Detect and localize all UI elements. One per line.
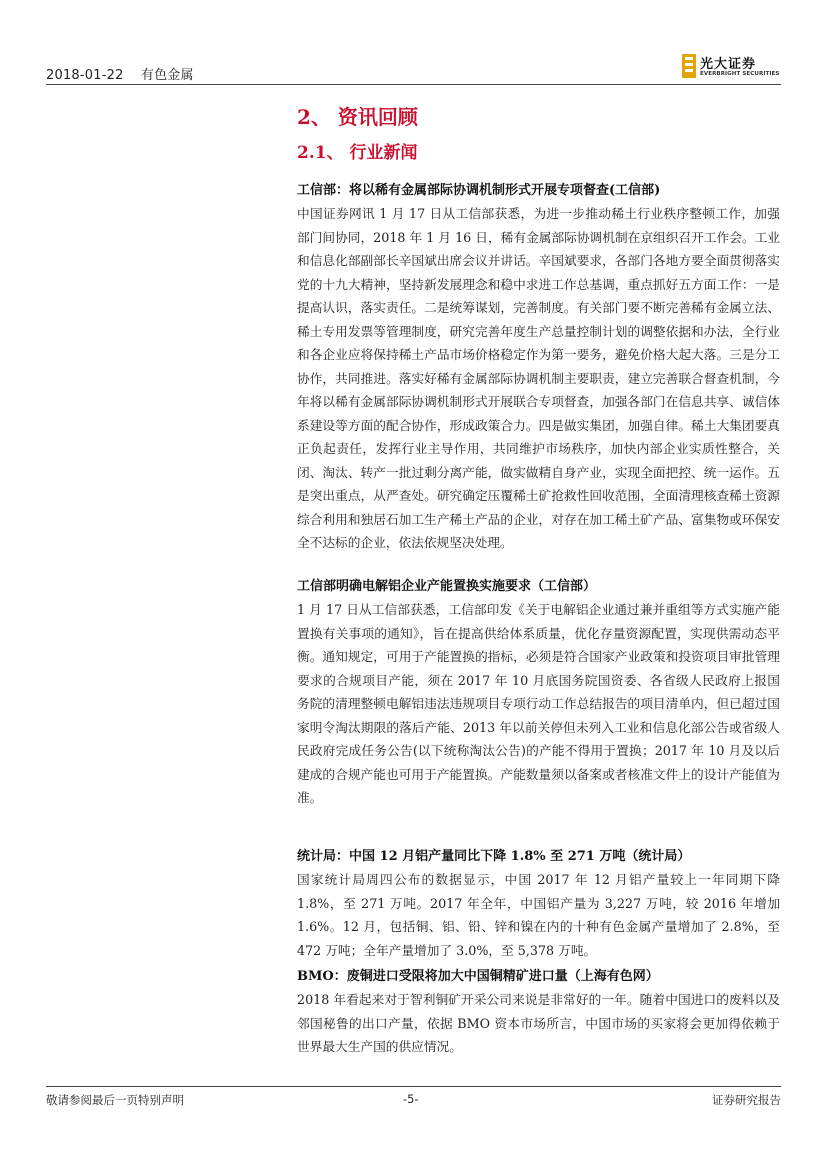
news-title: 工信部明确电解铝企业产能置换实施要求（工信部） bbox=[297, 579, 597, 594]
footer-report-type: 证券研究报告 bbox=[712, 1093, 781, 1107]
news-item bbox=[297, 180, 780, 555]
section-title: 2、 资讯回顾 bbox=[297, 105, 418, 129]
news-body: 2018 年看起来对于智利铜矿开采公司来说是非常好的一年。随着中国进口的废料以及邻国秘鲁的出口产量，依据 BMO 资本市场所言，中国市场的买家将会更加得依赖于世界最大生产国的供应情况。 bbox=[297, 992, 780, 1054]
company-logo bbox=[682, 52, 782, 84]
news-body: 中国证券网讯 1 月 17 日从工信部获悉，为进一步推动稀土行业秩序整顿工作，加强部门间协同，2018 年 1 月 16 日，稀有金属部际协调机制在京组织召开工作会。工业和信息化部副部长辛国斌出席会议并讲话。辛国斌要求，各部门各地方要全面贯彻落实党的十九大精神，坚持新发展理念和稳中求进工作总基调，重点抓好五方面工作：一是提高认识，落实责任。二是统筹谋划，完善制度。有关部门要不断完善稀有金属立法、稀土专用发票等管理制度，研究完善年度生产总量控制计划的调整依据和办法，全行业和各企业应将保持稀土产品市场价格稳定作为第一要务，避免价格大起大落。三是分工协作，共同推进。落实好稀有金属部际协调机制主要职责，建立完善联合督查机制，今年将以稀有金属部际协调机制形式开展联合专项督查，加强各部门在信息共享、诚信体系建设等方面的配合协作，形成政策合力。四是做实集团，加强自律。稀土大集团要真正负起责任，发挥行业主导作用，共同维护市场秩序，加快内部企业实质性整合，关闭、淘汰、转产一批过剩分离产能，做实做精自身产业，实现全面把控、统一运作。五是突出重点，从严查处。研究确定压覆稀土矿抢救性回收范围，全面清理核查稀土资源综合利用和独居石加工生产稀土产品的企业，对存在加工稀土矿产品、富集物或环保安全不达标的企业，依法依规坚决处理。 bbox=[297, 206, 780, 550]
logo-mark-icon bbox=[682, 54, 696, 78]
section-heading-block bbox=[297, 100, 780, 168]
footer-divider bbox=[46, 1086, 781, 1087]
news-title: 工信部：将以稀有金属部际协调机制形式开展专项督查(工信部) bbox=[297, 183, 661, 198]
footer-disclaimer: 敬请参阅最后一页特别声明 bbox=[46, 1093, 184, 1107]
logo-en-text: EVERBRIGHT SECURITIES bbox=[700, 71, 780, 77]
news-body: 国家统计局周四公布的数据显示，中国 2017 年 12 月铝产量较上一年同期下降 1.8%，至 271 万吨。2017 年全年，中国铝产量为 3,227 万吨，较 2016 年增加 1.6%。12 月，包括铜、铝、铅、锌和镍在内的十种有色金属产量增加了 2.8%，至 472 万吨；全年产量增加了 3.0%，至 5,378 万吨。 bbox=[297, 872, 780, 958]
news-item bbox=[297, 966, 780, 1059]
section-subtitle: 2.1、 行业新闻 bbox=[297, 143, 418, 163]
header-date-category: 2018-01-22 有色金属 bbox=[46, 68, 194, 83]
news-item bbox=[297, 576, 780, 810]
logo-cn-text: 光大证券 bbox=[700, 57, 757, 72]
news-item bbox=[297, 846, 780, 962]
header-divider bbox=[46, 84, 781, 85]
news-body: 1 月 17 日从工信部获悉，工信部印发《关于电解铝企业通过兼并重组等方式实施产能置换有关事项的通知》，旨在提高供给体系质量，优化存量资源配置，实现供需动态平衡。通知规定，可用于产能置换的指标，必须是符合国家产业政策和投资项目审批管理要求的合规项目产能，须在 2017 年 10 月底国务院国资委、各省级人民政府上报国务院的清理整顿电解铝违法违规项目专项行动工作总结报告的项目清单内，但已超过国家明令淘汰期限的落后产能、2013 年以前关停但未列入工业和信息化部公告或省级人民政府完成任务公告(以下统称淘汰公告)的产能不得用于置换；2017 年 10 月及以后建成的合规产能也可用于产能置换。产能数量须以备案或者核准文件上的设计产能值为准。 bbox=[297, 602, 780, 805]
news-title: BMO：废铜进口受限将加大中国铜精矿进口量（上海有色网） bbox=[297, 969, 659, 984]
news-title: 统计局：中国 12 月铝产量同比下降 1.8% 至 271 万吨（统计局） bbox=[297, 849, 691, 864]
page-number: -5- bbox=[403, 1092, 419, 1106]
